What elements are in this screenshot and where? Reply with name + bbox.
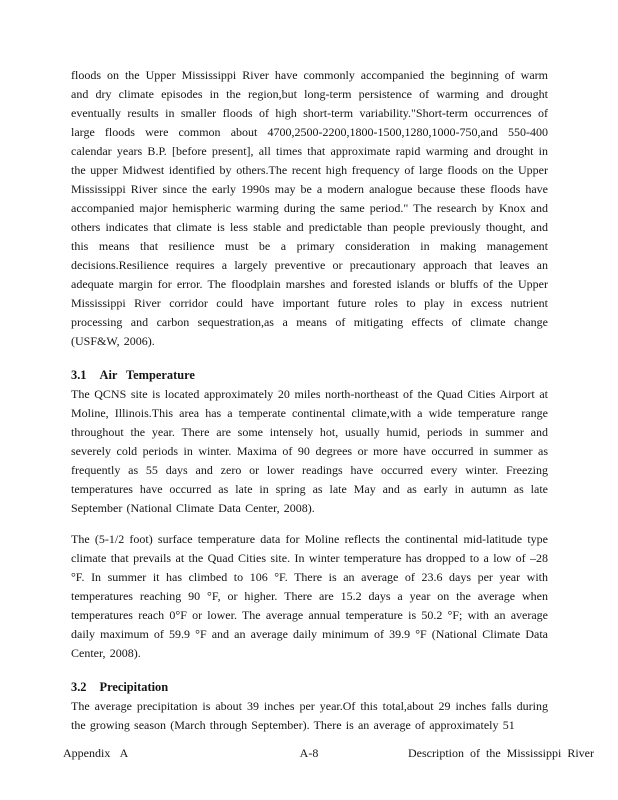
section-heading-air-temperature (71, 366, 548, 385)
footer-page-number: A-8 (299, 746, 319, 760)
section-title: Precipitation (99, 680, 169, 694)
footer-document-title: Description of the Mississippi River (408, 746, 594, 760)
air-temperature-paragraph-2: The (5-1/2 foot) surface temperature data for Moline reflects the continental mid-latitude type climate that prevails at the Quad Cities site. In winter temperature has dropped to a low of –28 °F. In summer it has climbed to 106 °F. There is an average of 23.6 days per year with temperatures reaching 90 °F, or higher. There are 15.2 days a year on the average when temperatures reach 0°F or lower. The average annual temperature is 50.2 °F; with an average daily maximum of 59.9 °F and an average daily minimum of 39.9 °F (National Climate Data Center, 2008). (71, 532, 548, 660)
page-content (71, 66, 548, 735)
section-heading-precipitation (71, 678, 548, 697)
page-footer (0, 744, 618, 763)
section-title: Air Temperature (99, 368, 195, 382)
footer-appendix-label: Appendix A (63, 746, 129, 760)
precipitation-paragraph-1: The average precipitation is about 39 inches per year.Of this total,about 29 inches falls during the growing season (March through September). There is an average of approximately 51 (71, 699, 548, 732)
intro-paragraph: floods on the Upper Mississippi River have commonly accompanied the beginning of warm and dry climate episodes in the region,but long-term persistence of warming and drought eventually results in smaller floods of high short-term variability."Short-term occurrences of large floods were common about 4700,2500-2200,1800-1500,1280,1000-750,and 550-400 calendar years B.P. [before present], all times that approximate rapid warming and drought in the upper Midwest identified by others.The recent high frequency of large floods on the Upper Mississippi River since the early 1990s may be a modern analogue because these floods have accompanied major hemispheric warming during the same period." The research by Knox and others indicates that climate is less stable and predictable than people previously thought, and this means that resilience must be a primary consideration in making management decisions.Resilience requires a largely preventive or precautionary approach that leaves an adequate margin for error. The floodplain marshes and forested islands or bluffs of the Upper Mississippi River corridor could have important future roles to play in excess nutrient processing and carbon sequestration,as a means of mitigating effects of climate change (USF&W, 2006). (71, 68, 548, 348)
section-number: 3.2 (71, 680, 87, 694)
air-temperature-paragraph-1: The QCNS site is located approximately 20 miles north-northeast of the Quad Cities Airport at Moline, Illinois.This area has a temperate continental climate,with a wide temperature range throughout the year. There are some intensely hot, usually humid, periods in summer and severely cold periods in winter. Maxima of 90 degrees or more have occurred in summer as frequently as 55 days and zero or lower readings have occurred every winter. Freezing temperatures have occurred as late in spring as late May and as early in autumn as late September (National Climate Data Center, 2008). (71, 387, 548, 515)
section-number: 3.1 (71, 368, 87, 382)
